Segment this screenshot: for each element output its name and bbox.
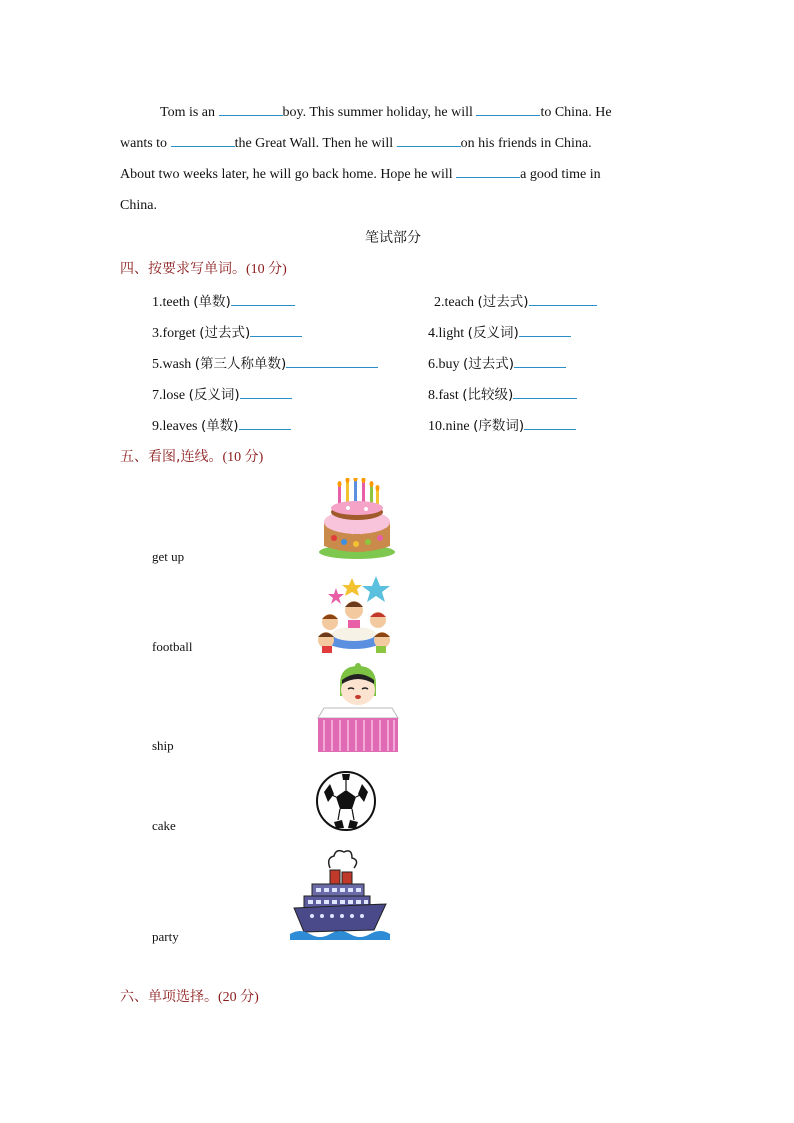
written-part-title: 笔试部分 [365, 230, 421, 246]
answer-blank-4[interactable] [519, 322, 571, 337]
ship-picture[interactable] [290, 848, 390, 944]
match-word-ship[interactable]: ship [152, 738, 174, 753]
exercise-item-10: 10.nine (序数词) [428, 414, 576, 435]
match-word-cake[interactable]: cake [152, 818, 176, 833]
girl-getting-up-picture[interactable] [314, 662, 402, 754]
passage-line-2: wants to the Great Wall. Then he will on his friends in China. [120, 128, 660, 159]
passage-line-1: Tom is an boy. This summer holiday, he will to China. He [160, 97, 700, 128]
blank-2[interactable] [476, 101, 540, 116]
match-word-get-up[interactable]: get up [152, 549, 185, 564]
exercise-item-3: 3.forget (过去式) [152, 321, 302, 342]
exercise-item-1: 1.teeth (单数) [152, 290, 295, 311]
answer-blank-6[interactable] [514, 353, 566, 368]
answer-blank-7[interactable] [240, 384, 292, 399]
section-6-heading: 六、单项选择。(20 分) [120, 989, 259, 1005]
section-4-heading: 四、按要求写单词。(10 分) [120, 261, 287, 277]
answer-blank-9[interactable] [239, 415, 291, 430]
exercise-item-4: 4.light (反义词) [428, 321, 571, 342]
match-word-party[interactable]: party [152, 929, 179, 944]
blank-5[interactable] [456, 163, 520, 178]
blank-1[interactable] [219, 101, 283, 116]
party-picture[interactable] [312, 574, 394, 654]
birthday-cake-picture[interactable] [318, 478, 396, 560]
match-word-football[interactable]: football [152, 639, 193, 654]
answer-blank-2[interactable] [529, 291, 597, 306]
blank-4[interactable] [397, 132, 461, 147]
exercise-item-7: 7.lose (反义词) [152, 383, 292, 404]
exercise-item-8: 8.fast (比较级) [428, 383, 577, 404]
answer-blank-10[interactable] [524, 415, 576, 430]
exercise-item-9: 9.leaves (单数) [152, 414, 291, 435]
exercise-item-6: 6.buy (过去式) [428, 352, 566, 373]
answer-blank-1[interactable] [231, 291, 295, 306]
answer-blank-5[interactable] [286, 353, 378, 368]
passage-line-4: China. [120, 198, 157, 213]
passage-line-3: About two weeks later, he will go back home. Hope he will a good time in [120, 159, 660, 190]
section-5-heading: 五、看图,连线。(10 分) [120, 449, 264, 465]
answer-blank-8[interactable] [513, 384, 577, 399]
answer-blank-3[interactable] [250, 322, 302, 337]
football-picture[interactable] [316, 770, 376, 832]
blank-3[interactable] [171, 132, 235, 147]
exercise-item-2: 2.teach (过去式) [434, 290, 597, 311]
exercise-item-5: 5.wash (第三人称单数) [152, 352, 378, 373]
